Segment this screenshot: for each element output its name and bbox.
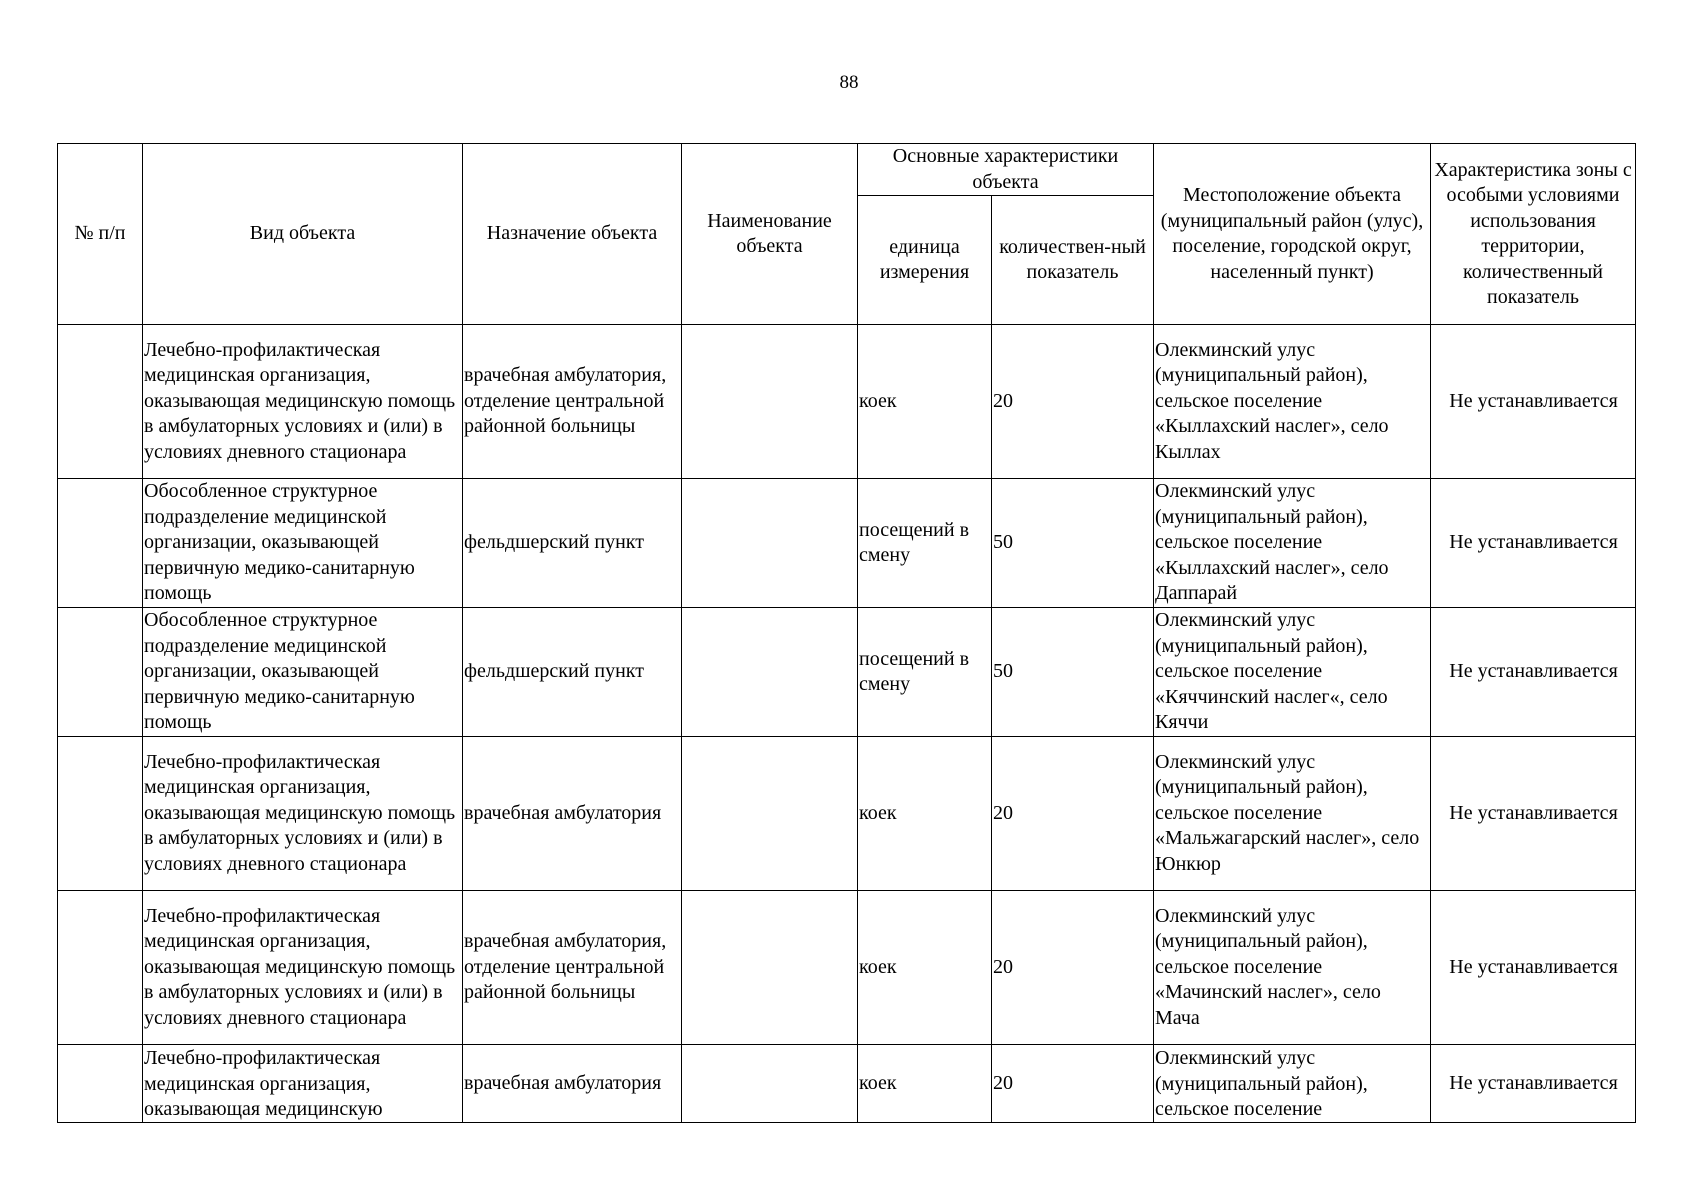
cell-type: Обособленное структурное подразделение медицинской организации, оказывающей первичную медико-санитарную помощь (143, 608, 463, 737)
cell-type: Лечебно-профилактическая медицинская организация, оказывающая медицинскую помощь в амбулаторных условиях и (или) в условиях дневного стационара (143, 325, 463, 479)
cell-type: Лечебно-профилактическая медицинская организация, оказывающая медицинскую помощь в амбулаторных условиях и (или) в условиях дневного стационара (143, 891, 463, 1045)
table-row (58, 891, 1636, 1045)
cell-unit: коек (858, 325, 992, 479)
cell-purpose: фельдшерский пункт (463, 479, 682, 608)
header-type: Вид объекта (143, 144, 463, 325)
cell-name (682, 325, 858, 479)
cell-num (58, 1045, 143, 1123)
cell-location: Олекминский улус (муниципальный район), сельское поселение «Мачинский наслег», село Мача (1154, 891, 1431, 1045)
cell-purpose: врачебная амбулатория, отделение центральной районной больницы (463, 891, 682, 1045)
cell-purpose: врачебная амбулатория (463, 737, 682, 891)
cell-unit: посещений в смену (858, 479, 992, 608)
header-num: № п/п (58, 144, 143, 325)
header-location: Местоположение объекта (муниципальный район (улус), поселение, городской округ, населенный пункт) (1154, 144, 1431, 325)
cell-quantity: 20 (992, 325, 1154, 479)
cell-unit: коек (858, 891, 992, 1045)
header-unit: единица измерения (858, 196, 992, 325)
cell-purpose: врачебная амбулатория (463, 1045, 682, 1123)
cell-type: Обособленное структурное подразделение медицинской организации, оказывающей первичную медико-санитарную помощь (143, 479, 463, 608)
page-number: 88 (839, 72, 859, 93)
table-row (58, 479, 1636, 608)
header-zone: Характеристика зоны с особыми условиями использования территории, количественный показатель (1431, 144, 1636, 325)
cell-zone: Не устанавливается (1431, 1045, 1636, 1123)
cell-name (682, 1045, 858, 1123)
cell-location-text: Олекминский улус (муниципальный район), сельское поселение (1155, 1047, 1368, 1120)
cell-type (143, 1045, 463, 1123)
header-name: Наименование объекта (682, 144, 858, 325)
cell-num (58, 325, 143, 479)
cell-type: Лечебно-профилактическая медицинская организация, оказывающая медицинскую помощь в амбулаторных условиях и (или) в условиях дневного стационара (143, 737, 463, 891)
cell-zone: Не устанавливается (1431, 325, 1636, 479)
cell-unit: коек (858, 737, 992, 891)
cell-quantity: 20 (992, 1045, 1154, 1123)
cell-quantity: 20 (992, 891, 1154, 1045)
table-row (58, 608, 1636, 737)
cell-num (58, 891, 143, 1045)
cell-name (682, 479, 858, 608)
cell-name (682, 891, 858, 1045)
cell-zone: Не устанавливается (1431, 479, 1636, 608)
cell-location: Олекминский улус (муниципальный район), сельское поселение «Кыллахский наслег», село Кыллах (1154, 325, 1431, 479)
cell-unit: посещений в смену (858, 608, 992, 737)
table-row (58, 737, 1636, 891)
header-purpose: Назначение объекта (463, 144, 682, 325)
cell-location: Олекминский улус (муниципальный район), сельское поселение «Кяччинский наслег«, село Кяччи (1154, 608, 1431, 737)
cell-quantity: 50 (992, 479, 1154, 608)
table-row (58, 1045, 1636, 1123)
cell-purpose: фельдшерский пункт (463, 608, 682, 737)
cell-location: Олекминский улус (муниципальный район), сельское поселение «Кыллахский наслег», село Даппарай (1154, 479, 1431, 608)
table-row (58, 325, 1636, 479)
cell-purpose: врачебная амбулатория, отделение центральной районной больницы (463, 325, 682, 479)
cell-name (682, 737, 858, 891)
cell-num (58, 737, 143, 891)
cell-name (682, 608, 858, 737)
cell-quantity: 20 (992, 737, 1154, 891)
header-main-characteristics: Основные характеристики объекта (858, 144, 1154, 196)
cell-quantity: 50 (992, 608, 1154, 737)
cell-location (1154, 1045, 1431, 1123)
cell-num (58, 608, 143, 737)
cell-zone: Не устанавливается (1431, 737, 1636, 891)
cell-location: Олекминский улус (муниципальный район), сельское поселение «Мальжагарский наслег», село Юнкюр (1154, 737, 1431, 891)
cell-zone: Не устанавливается (1431, 891, 1636, 1045)
cell-num (58, 479, 143, 608)
cell-type-text: Лечебно-профилактическая медицинская организация, оказывающая медицинскую (144, 1047, 383, 1120)
objects-table (57, 143, 1636, 1123)
cell-unit: коек (858, 1045, 992, 1123)
cell-zone: Не устанавливается (1431, 608, 1636, 737)
header-quantity: количествен-ный показатель (992, 196, 1154, 325)
